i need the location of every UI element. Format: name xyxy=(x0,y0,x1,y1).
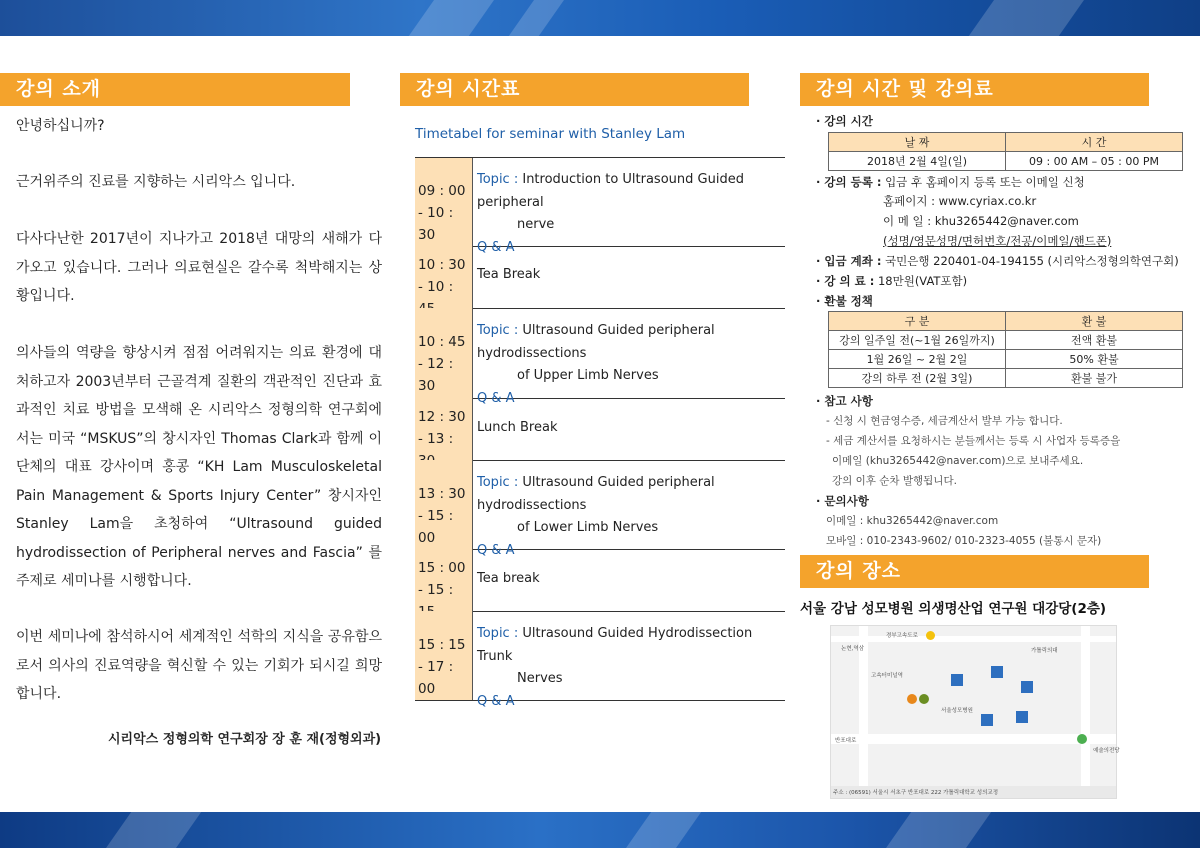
break-text: Tea Break xyxy=(477,267,541,282)
refund-amount: 전액 환불 xyxy=(1006,331,1183,350)
topic-text-cont: Nerves xyxy=(517,671,563,686)
intro-paragraph-2: 다사다난한 2017년이 지나가고 2018년 대망의 새해가 다가오고 있습니다. 그러나 의료현실은 갈수록 척박해지는 상황입니다. xyxy=(16,231,382,304)
refund-col-category: 구 분 xyxy=(829,312,1006,331)
timetable-row xyxy=(415,158,785,255)
timetable-row xyxy=(415,460,785,558)
note-text: - 신청 시 현금영수증, 세금계산서 발부 가능 합니다. xyxy=(826,415,1063,427)
date-value: 2018년 2월 4일(일) xyxy=(829,152,1006,171)
email-note: (성명/영문성명/면허번호/전공/이메일/핸드폰) xyxy=(883,234,1112,248)
time-header: 시 간 xyxy=(1006,133,1183,152)
time-cell: 15 : 00 - 15 : xyxy=(415,549,473,611)
intro-paragraph-4: 이번 세미나에 참석하시어 세계적인 석학의 지식을 공유함으로서 의사의 진료역량을 혁신할 수 있는 기회가 되시길 희망합니다. xyxy=(16,629,382,702)
time-cell: 15 : 15 - 17 : 00 xyxy=(415,611,473,700)
intro-paragraph-3: 의사들의 역량을 향상시켜 점점 어려워지는 의료 환경에 대처하고자 2003년부터 근골격계 질환의 객관적인 진단과 효과적인 치료 방법을 모색해 온 시리악스 정형의학 연구회에서는 미국 “MSKUS”의 창시자인 Thomas Clark과 함께 이 단체의 대표 강사이며 홍콩 “KH Lam Musculoskeletal Pain Management & Sports Injury Center” 창시자인 Stanley Lam을 초청하여 “Ultrasound guided hydrodissection of Peripheral nerves and Fascia” 를 주제로 세미나를 시행합니다. xyxy=(16,345,382,589)
timetable-header: 강의 시간표 xyxy=(400,73,749,106)
timetable-title: Timetabel for seminar with Stanley Lam xyxy=(415,126,686,142)
topic-text-cont: nerve xyxy=(517,217,555,232)
refund-amount: 50% 환불 xyxy=(1006,350,1183,369)
map-label: 논현,역삼 xyxy=(841,646,865,652)
map-label: 고속터미널역 xyxy=(871,673,903,679)
registration-line: · 강의 등록 : 입금 후 홈페이지 등록 또는 이메일 신청 xyxy=(816,175,1085,189)
topic-text-cont: of Lower Limb Nerves xyxy=(517,520,659,535)
contact-phone: 모바일 : 010-2343-9602/ 010-2323-4055 (불통시 문자) xyxy=(826,535,1102,547)
topic-text-cont: of Upper Limb Nerves xyxy=(517,368,659,383)
qa-label: Q & A xyxy=(477,390,515,406)
qa-label: Q & A xyxy=(477,542,515,558)
time-cell: 09 : 00 - 10 : 30 xyxy=(415,158,473,246)
note-text: - 세금 계산서를 요청하시는 분들께서는 등록 시 사업자 등록증을 xyxy=(826,435,1121,447)
bottom-banner xyxy=(0,808,1200,848)
timetable-row xyxy=(415,398,785,461)
topic-label: Topic : xyxy=(477,172,519,187)
qa-label: Q & A xyxy=(477,239,515,255)
intro-header: 강의 소개 xyxy=(0,73,350,106)
refund-amount: 환불 불가 xyxy=(1006,369,1183,388)
date-header: 날 짜 xyxy=(829,133,1006,152)
timetable-row xyxy=(415,246,785,309)
email-text: 이 메 일 : khu3265442@naver.com xyxy=(883,214,1079,228)
topic-label: Topic : xyxy=(477,626,519,641)
intro-paragraph-1: 근거위주의 진료를 지향하는 시리악스 입니다. xyxy=(16,174,296,190)
notes-heading: · 참고 사항 xyxy=(816,394,873,408)
topic-text: Ultrasound Guided Hydrodissection Trunk xyxy=(477,626,753,664)
break-text: Tea break xyxy=(477,571,540,586)
time-fee-header: 강의 시간 및 강의료 xyxy=(800,73,1149,106)
time-cell: 13 : 30 - 15 : 00 xyxy=(415,460,473,549)
note-text: 강의 이후 순차 발행됩니다. xyxy=(832,475,957,487)
top-banner xyxy=(0,0,1200,40)
time-cell: 10 : 45 - 12 : 30 xyxy=(415,308,473,398)
lecture-time-heading: · 강의 시간 xyxy=(816,114,873,128)
time-cell: 12 : 30 - 13 : xyxy=(415,398,473,460)
location-map xyxy=(830,625,1120,799)
timetable-row xyxy=(415,308,785,406)
time-cell: 10 : 30 - 10 : xyxy=(415,246,473,308)
venue-address: 서울 강남 성모병원 의생명산업 연구원 대강당(2층) xyxy=(800,601,1107,617)
map-label: 가톨릭의대 xyxy=(1031,648,1058,654)
refund-col-refund: 환 불 xyxy=(1006,312,1183,331)
topic-text: Ultrasound Guided peripheral hydrodissections xyxy=(477,323,715,361)
note-text: 이메일 (khu3265442@naver.com)으로 보내주세요. xyxy=(832,455,1084,467)
refund-period: 강의 하루 전 (2월 3일) xyxy=(829,369,1006,388)
topic-label: Topic : xyxy=(477,475,519,490)
qa-label: Q & A xyxy=(477,693,515,709)
lecture-time-table xyxy=(828,132,1183,171)
map-caption: 주소 : (06591) 서울시 서초구 반포대로 222 가톨릭대학교 성의교정 xyxy=(833,790,999,796)
refund-period: 강의 일주일 전(~1월 26일까지) xyxy=(829,331,1006,350)
account-line: · 입금 계좌 : 국민은행 220401-04-194155 (시리악스정형의학연구회) xyxy=(816,254,1179,268)
topic-label: Topic : xyxy=(477,323,519,338)
homepage-text: 홈페이지 : www.cyriax.co.kr xyxy=(883,194,1037,208)
signature: 시리악스 정형의학 연구회장 장 훈 재(정형외과) xyxy=(108,732,382,747)
contact-email: 이메일 : khu3265442@naver.com xyxy=(826,515,999,527)
break-text: Lunch Break xyxy=(477,420,558,435)
refund-table xyxy=(828,311,1183,388)
contact-heading: · 문의사항 xyxy=(816,494,869,508)
map-label: 예술의전당 xyxy=(1093,748,1120,754)
map-label: 경부고속도로 xyxy=(886,633,918,639)
intro-greeting: 안녕하십니까? xyxy=(16,118,105,134)
refund-heading: · 환불 정책 xyxy=(816,294,873,308)
timetable-row xyxy=(415,611,785,709)
timetable-row xyxy=(415,549,785,612)
topic-text: Ultrasound Guided peripheral hydrodissections xyxy=(477,475,715,513)
time-value: 09 : 00 AM – 05 : 00 PM xyxy=(1006,152,1183,171)
venue-header: 강의 장소 xyxy=(800,555,1149,588)
map-label: 반포대로 xyxy=(835,738,857,744)
fee-line: · 강 의 료 : 18만원(VAT포함) xyxy=(816,274,968,288)
map-label: 서울성모병원 xyxy=(941,708,973,714)
topic-text: Introduction to Ultrasound Guided peripheral xyxy=(477,172,744,210)
refund-period: 1월 26일 ~ 2월 2일 xyxy=(829,350,1006,369)
timetable xyxy=(415,157,785,709)
